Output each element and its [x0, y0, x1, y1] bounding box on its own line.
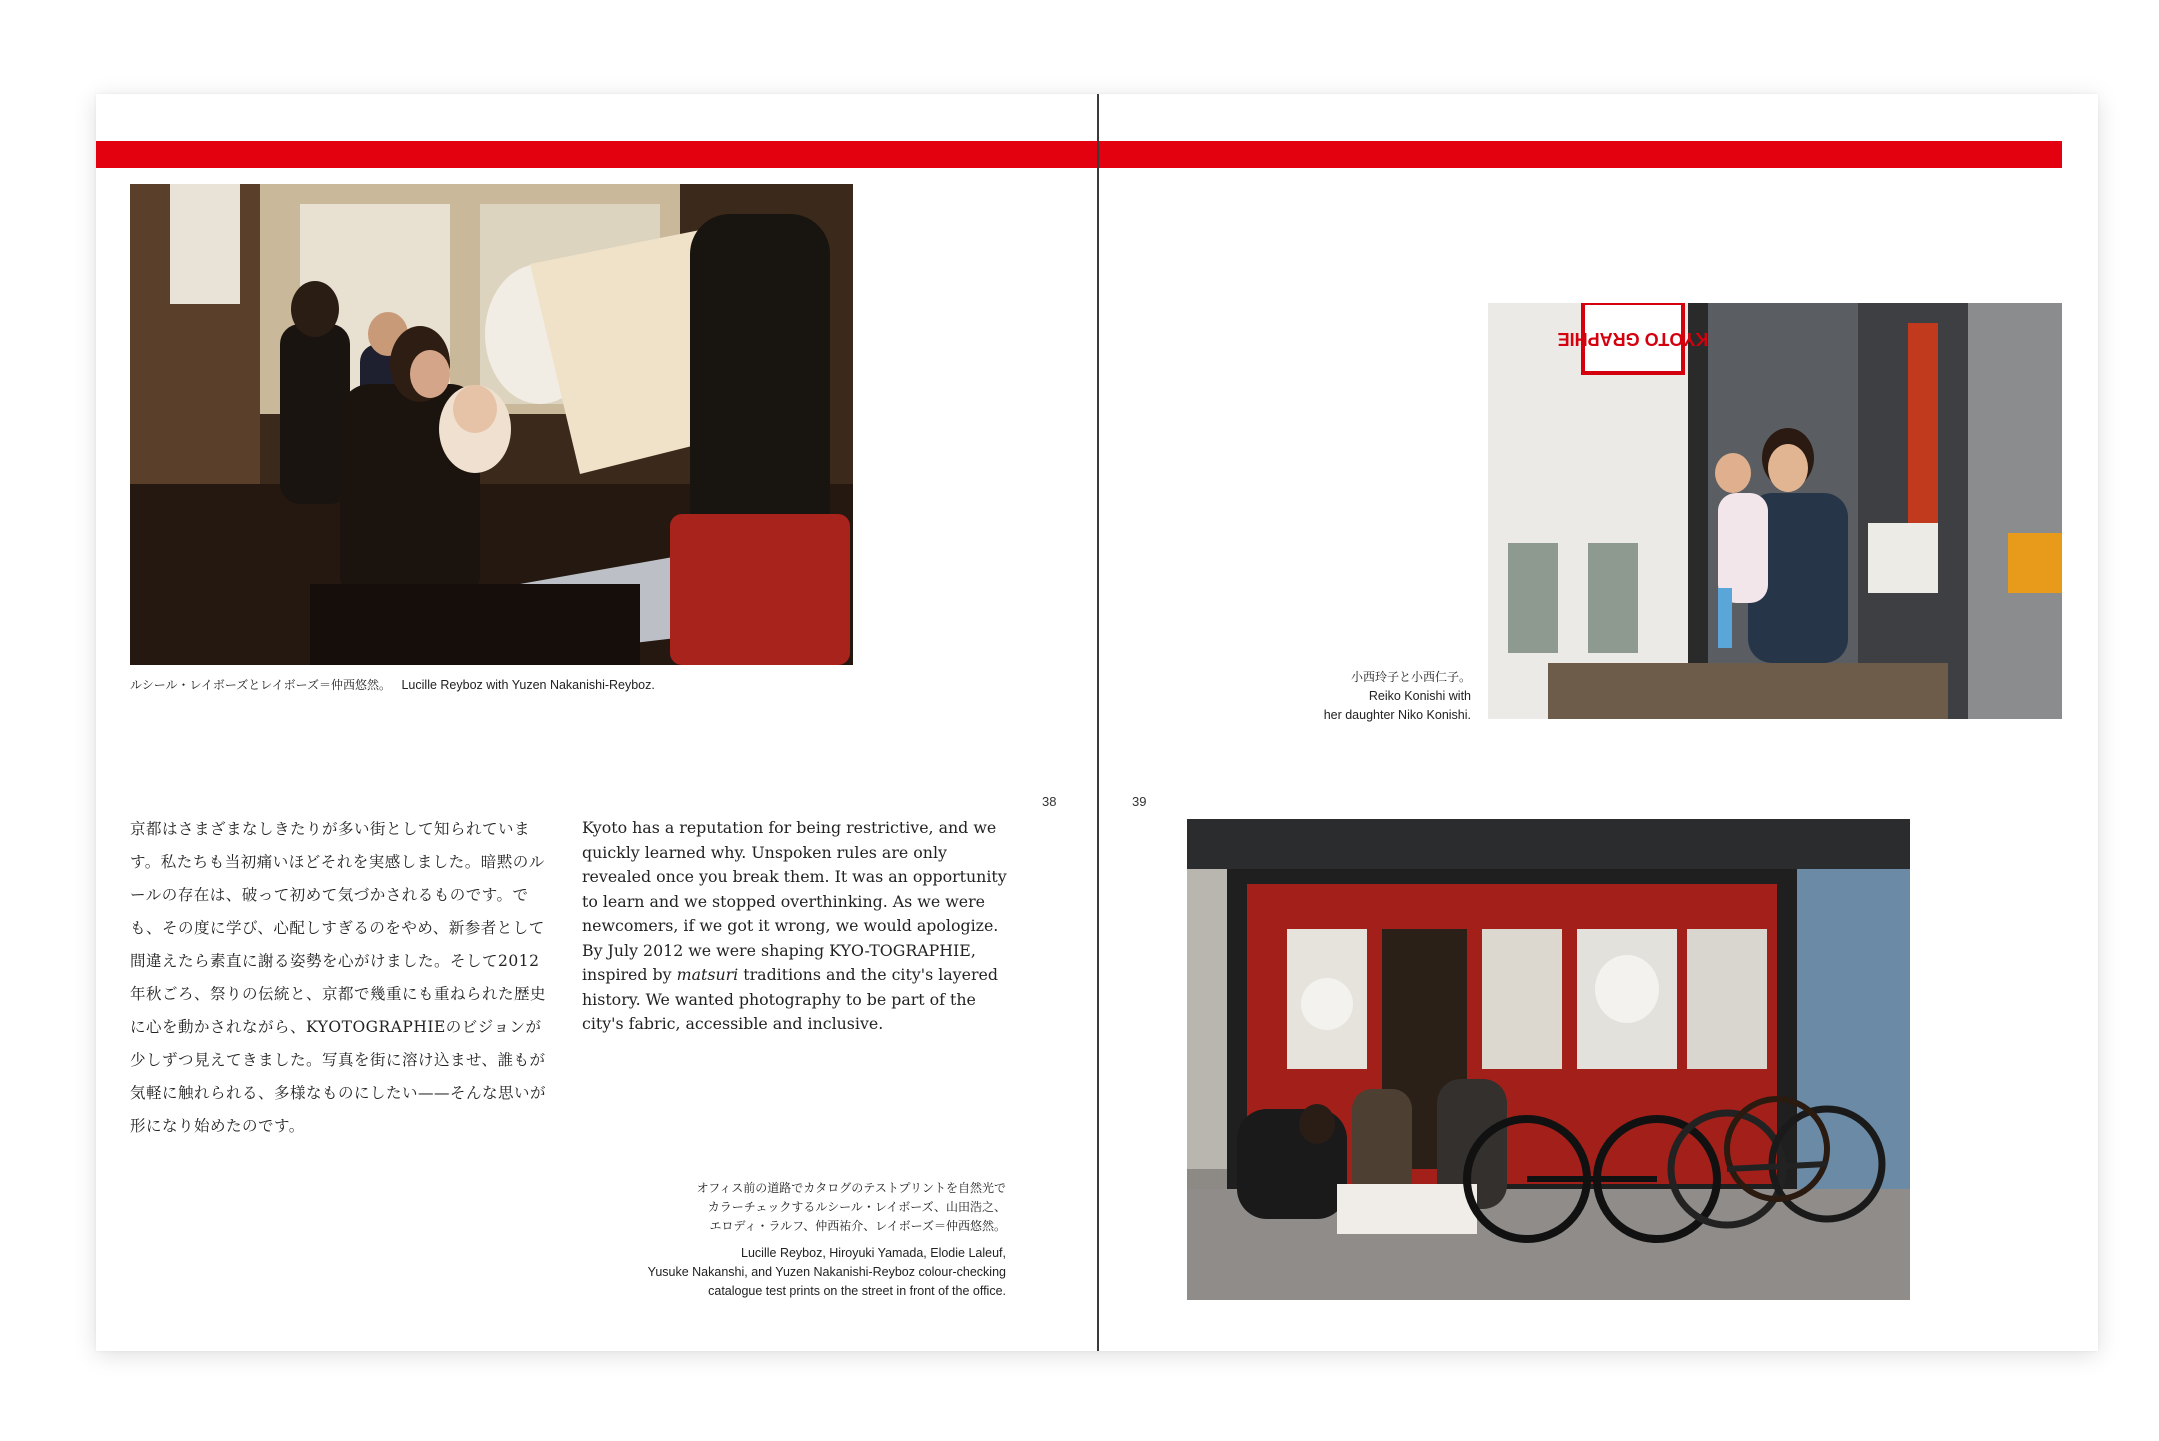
caption-en: Lucille Reyboz with Yuzen Nakanishi-Reyboz.	[401, 678, 655, 692]
photo-window-mother-child-icon	[1488, 303, 2062, 719]
body-text-jp: 京都はさまざまなしきたりが多い街として知られています。私たちも当初痛いほどそれを実感しました。暗黙のルールの存在は、破って初めて気づかされるものです。でも、その度に学び、心配しすぎるのをやめ、新参者として間違えたら素直に謝る姿勢を心がけました。そして2012年秋ごろ、祭りの伝統と、京都で幾重にも重ねられた歴史に心を動かされながら、KYOTOGRAPHIEのビジョンが少しずつ見えてきました。写真を街に溶け込ませ、誰もが気軽に触れられる、多様なものにしたい——そんな思いが形になり始めたのです。	[130, 820, 547, 1135]
book-spread	[96, 94, 2098, 1351]
caption-jp: ルシール・レイボーズとレイボーズ＝仲西悠然。	[130, 678, 392, 692]
body-en-part-1: Kyoto has a reputation for being restrictive, and we quickly learned why. Unspoken rules are only revealed once you break them. It was an opportunity to learn and we stopped overthinking. As we were newcomers, if we got it wrong, we would apologize. By July 2012 we were shaping KYO-TOGRAPHIE, inspired by	[582, 818, 1007, 984]
caption-en-line: Reiko Konishi with	[1368, 689, 1471, 703]
caption2-jp-line: エロディ・ラルフ、仲西祐介、レイボーズ＝仲西悠然。	[709, 1219, 1006, 1233]
photo-office-meeting-icon	[130, 184, 853, 665]
right-red-bar	[1099, 141, 2062, 168]
left-red-bar	[96, 141, 1097, 168]
caption2-en-line: Yusuke Nakanshi, and Yuzen Nakanishi-Reyboz colour-checking	[647, 1265, 1006, 1279]
office-meeting-caption	[130, 676, 850, 695]
window-mother-child-photo	[1488, 303, 2062, 719]
caption-jp: 小西玲子と小西仁子。	[1350, 670, 1471, 684]
page-number-left: 38	[1042, 794, 1057, 809]
book-gutter	[1097, 94, 1099, 1351]
caption2-en-line: catalogue test prints on the street in front of the office.	[708, 1284, 1006, 1298]
caption2-jp-line: オフィス前の道路でカタログのテストプリントを自然光で	[696, 1181, 1006, 1195]
street-print-caption	[596, 1179, 1006, 1301]
body-en-emphasis: matsuri	[676, 965, 739, 984]
caption-en-line: her daughter Niko Konishi.	[1323, 708, 1471, 722]
body-en-part-2: traditions and the city's layered history. We wanted photography to be part of the city's fabric, accessible and inclusive.	[582, 965, 998, 1033]
caption2-en-line: Lucille Reyboz, Hiroyuki Yamada, Elodie Laleuf,	[741, 1246, 1006, 1260]
window-caption	[1216, 668, 1471, 725]
kyotographie-sign: KYOTO GRAPHIE	[1557, 329, 1709, 349]
photo-street-bicycles-icon	[1187, 819, 1910, 1300]
body-text-en	[582, 816, 1012, 1037]
page-number-right: 39	[1132, 794, 1147, 809]
street-bicycles-photo	[1187, 819, 1910, 1300]
office-meeting-photo	[130, 184, 853, 665]
caption2-jp-line: カラーチェックするルシール・レイボーズ、山田浩之、	[707, 1200, 1006, 1214]
